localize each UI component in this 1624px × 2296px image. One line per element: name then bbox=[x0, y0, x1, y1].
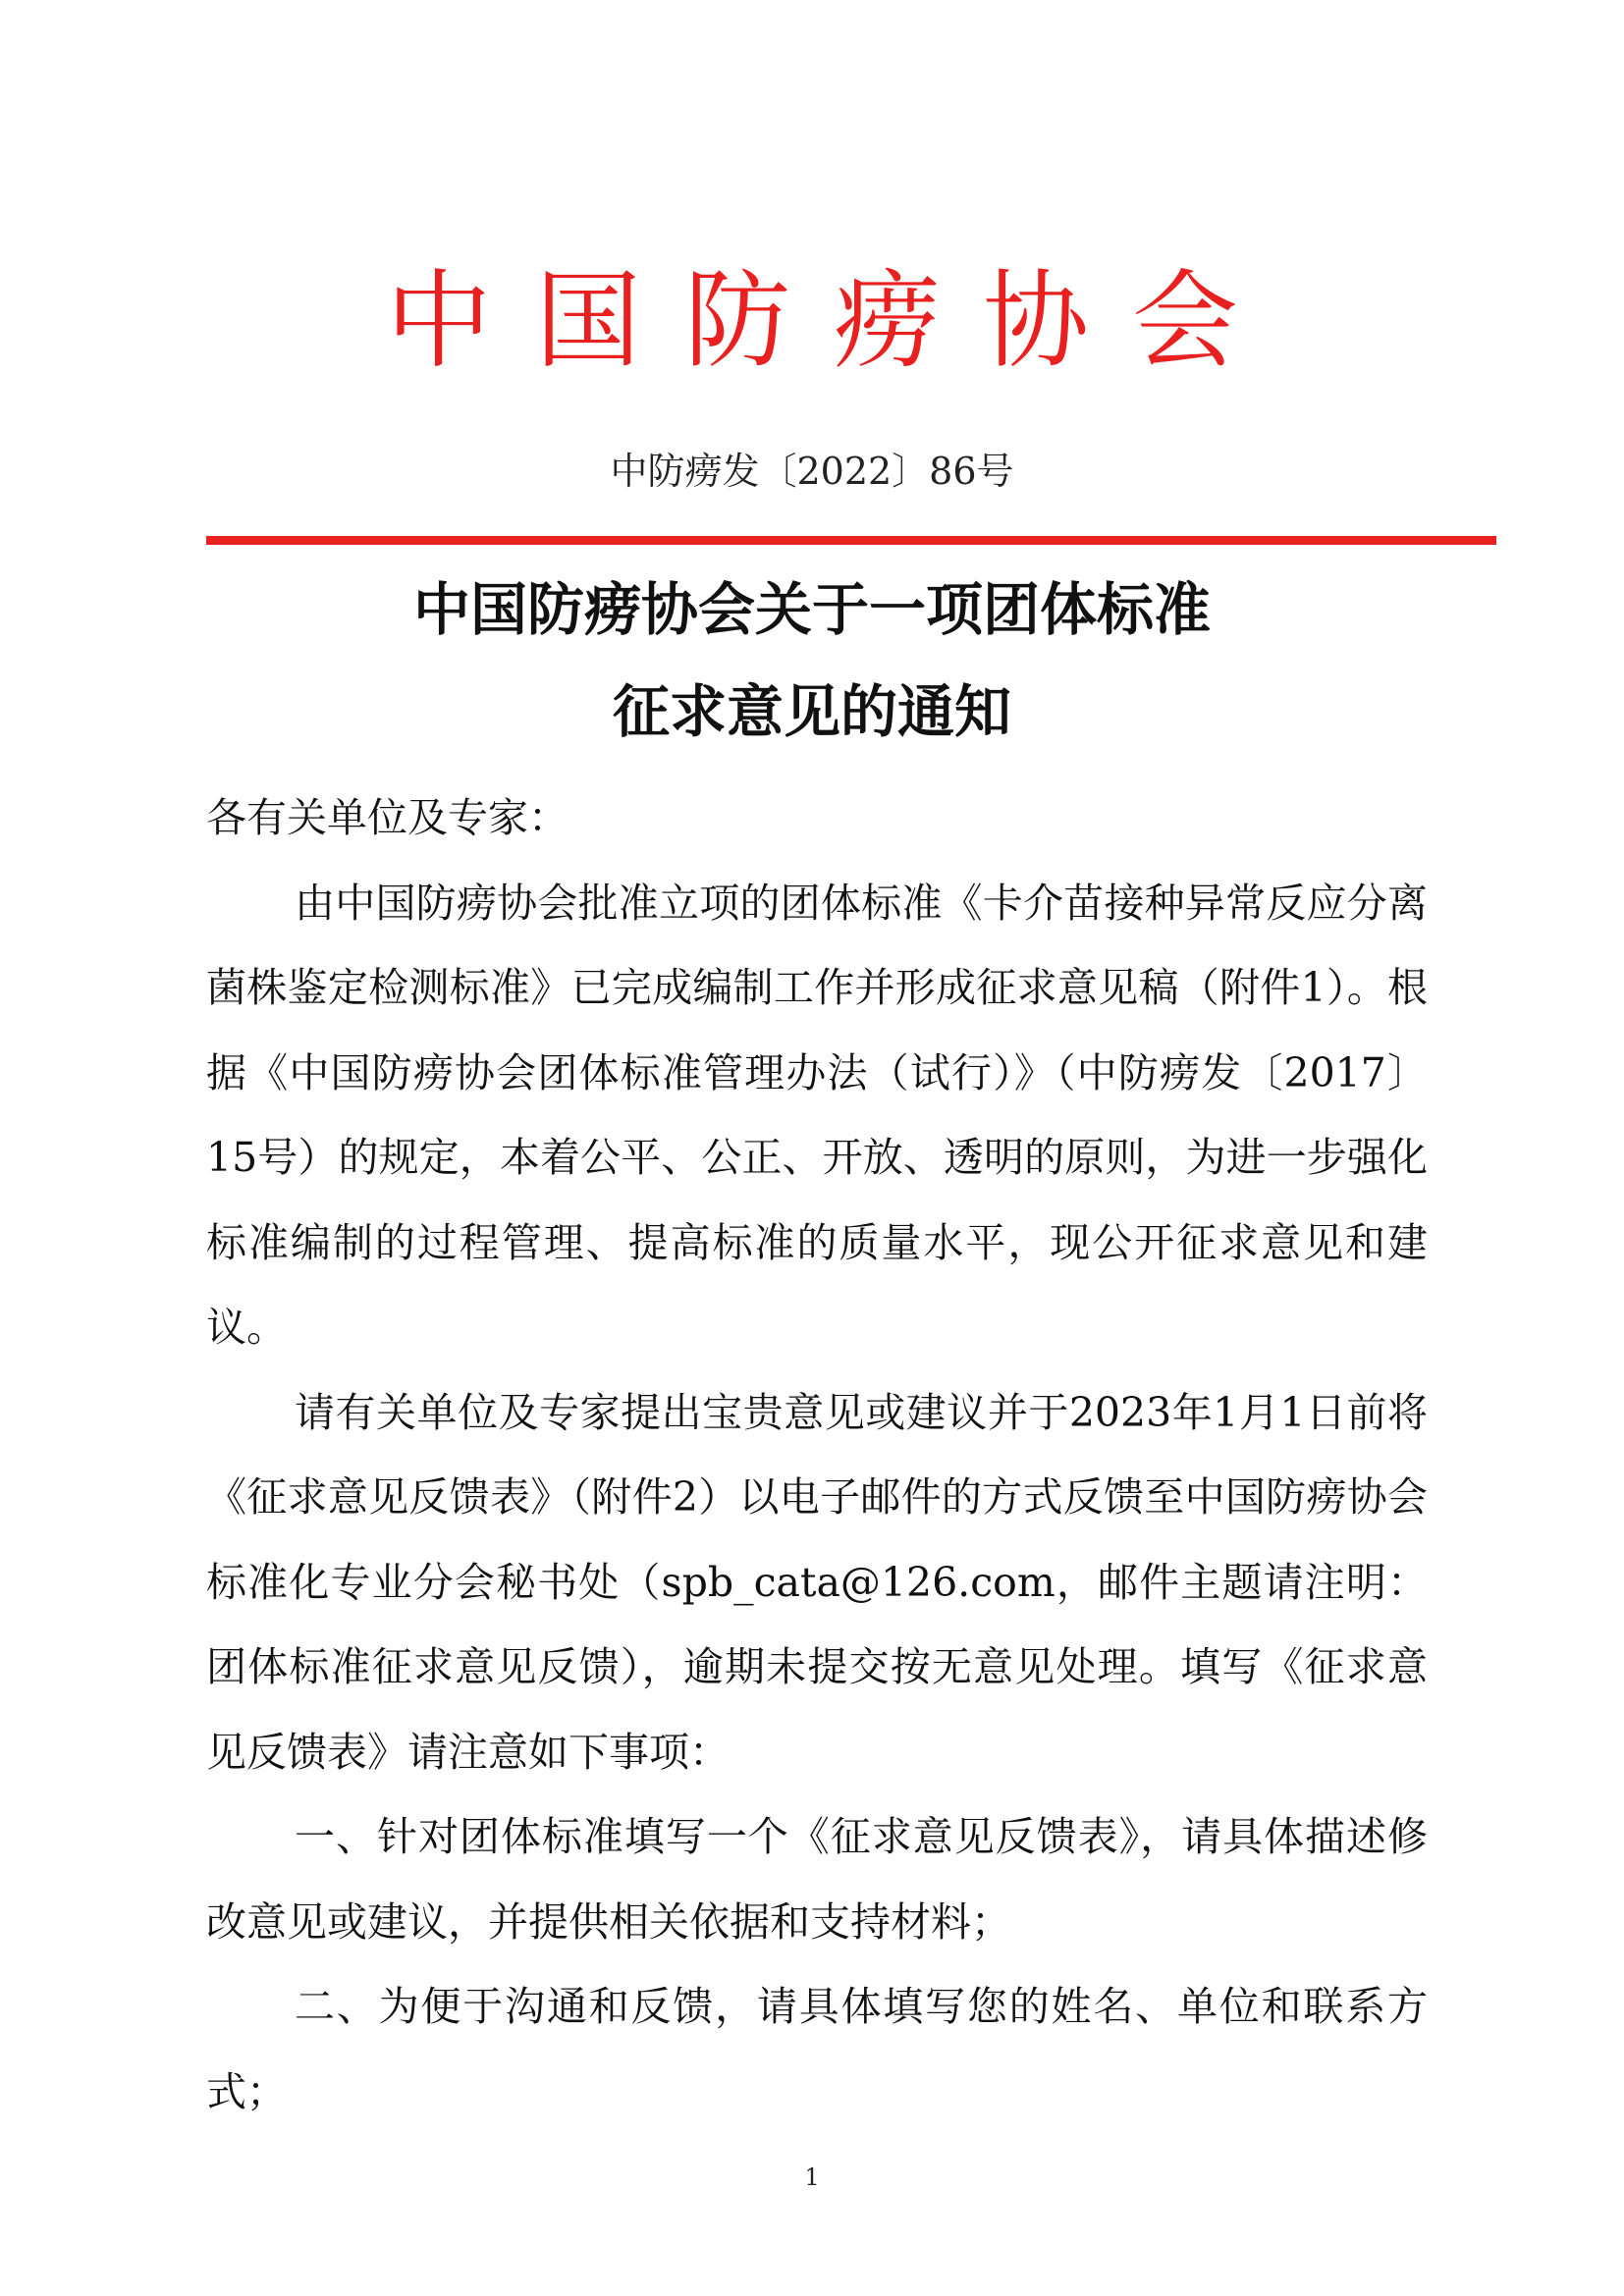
paragraph-intro: 由中国防痨协会批准立项的团体标准《卡介苗接种异常反应分离菌株鉴定检测标准》已完成编制工作并形成征求意见稿（附件1）。根据《中国防痨协会团体标准管理办法（试行）》（中防痨发〔2017〕15号）的规定，本着公平、公正、开放、透明的原则，为进一步强化标准编制的过程管理、提高标准的质量水平，现公开征求意见和建议。 bbox=[206, 879, 1428, 1351]
paragraph-item-2: 二、为便于沟通和反馈，请具体填写您的姓名、单位和联系方式； bbox=[206, 1983, 1428, 2115]
red-divider-line bbox=[206, 536, 1496, 545]
document-number: 中防痨发〔2022〕86号 bbox=[610, 450, 1014, 493]
salutation: 各有关单位及专家： bbox=[206, 794, 568, 841]
notice-body bbox=[206, 775, 1428, 2134]
masthead-title: 中国防痨协会 bbox=[385, 260, 1281, 383]
paragraph-item-1: 一、针对团体标准填写一个《征求意见反馈表》，请具体描述修改意见或建议，并提供相关依据和支持材料； bbox=[206, 1813, 1428, 1946]
paragraph-feedback-instructions: 请有关单位及专家提出宝贵意见或建议并于2023年1月1日前将《征求意见反馈表》（附件2）以电子邮件的方式反馈至中国防痨协会标准化专业分会秘书处（spb_cata@126.com，邮件主题请注明：团体标准征求意见反馈），逾期未提交按无意见处理。填写《征求意见反馈表》请注意如下事项： bbox=[206, 1388, 1428, 1776]
page-number: 1 bbox=[804, 2163, 820, 2191]
notice-title-line-2: 征求意见的通知 bbox=[612, 678, 1011, 745]
notice-title-line-1: 中国防痨协会关于一项团体标准 bbox=[412, 576, 1211, 643]
